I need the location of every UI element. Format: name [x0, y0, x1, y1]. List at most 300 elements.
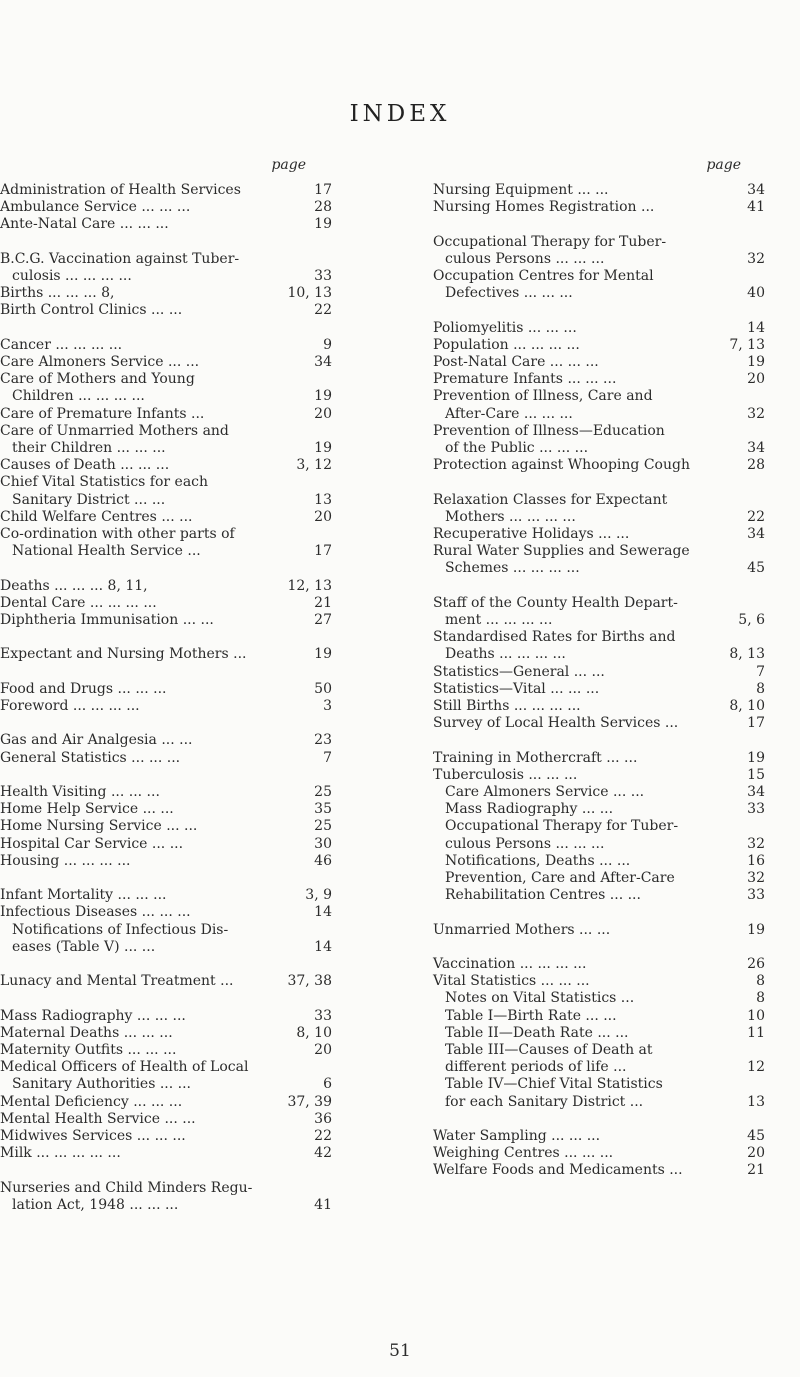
- index-entry: [433, 182, 765, 199]
- index-entry: [433, 1128, 765, 1145]
- index-entry-page: 19: [747, 921, 765, 938]
- index-entry-text: Nurseries and Child Minders Regu-: [0, 1179, 253, 1196]
- index-entry: [0, 1059, 332, 1076]
- index-entry-text: Still Births ... ... ... ...: [433, 698, 581, 715]
- index-entry-page: 8: [756, 990, 765, 1007]
- index-entry-text: Co-ordination with other parts of: [0, 526, 235, 543]
- index-entry-page: 32: [747, 250, 765, 267]
- index-letter-group: [433, 320, 765, 475]
- index-groups-right: [433, 182, 765, 1180]
- index-entry: [0, 1094, 332, 1111]
- index-entry-page: 33: [314, 1007, 332, 1024]
- index-entry-text: ment ... ... ... ...: [445, 612, 553, 629]
- index-column-left: [0, 156, 332, 1231]
- index-entry-text: Prevention, Care and After-Care: [445, 870, 675, 887]
- index-groups-left: [0, 182, 332, 1214]
- index-letter-group: [0, 251, 332, 320]
- index-entry-page: 30: [314, 835, 332, 852]
- index-entry: [433, 595, 765, 612]
- index-entry-text: Administration of Health Services: [0, 182, 241, 198]
- index-entry-text: Statistics—General ... ...: [433, 663, 605, 680]
- index-entry-page: 45: [747, 560, 765, 577]
- index-entry: [0, 698, 332, 715]
- index-entry: [0, 1008, 332, 1025]
- page-column-heading: page: [271, 157, 306, 173]
- index-letter-group: [433, 182, 765, 216]
- index-entry: [433, 320, 765, 337]
- index-letter-group: [433, 1128, 765, 1180]
- index-entry: [0, 543, 332, 560]
- index-entry-page: 20: [747, 371, 765, 388]
- index-entry-page: 12, 13: [287, 577, 332, 594]
- index-entry-text: B.C.G. Vaccination against Tuber-: [0, 250, 240, 267]
- index-entry-text: Nursing Homes Registration ...: [433, 199, 655, 216]
- index-entry-text: Sanitary Authorities ... ...: [12, 1076, 191, 1093]
- index-entry: [433, 509, 765, 526]
- index-entry: [433, 715, 765, 732]
- index-letter-group: [433, 956, 765, 1111]
- index-entry: [0, 268, 332, 285]
- index-entry: [0, 681, 332, 698]
- index-entry: [0, 251, 332, 268]
- index-entry: [0, 732, 332, 749]
- index-entry-text: Children ... ... ... ...: [12, 388, 145, 405]
- index-entry: [0, 354, 332, 371]
- index-entry-text: Defectives ... ... ...: [445, 285, 573, 302]
- index-entry-page: 21: [747, 1162, 765, 1179]
- index-entry: [0, 526, 332, 543]
- index-entry: [433, 423, 765, 440]
- index-entry: [0, 440, 332, 457]
- index-entry-page: 3: [323, 698, 332, 715]
- index-entry-text: Diphtheria Immunisation ... ...: [0, 612, 214, 629]
- index-entry-text: Gas and Air Analgesia ... ...: [0, 732, 193, 749]
- index-entry-page: 50: [314, 680, 332, 697]
- index-entry: [433, 337, 765, 354]
- index-entry-page: 3, 12: [296, 457, 332, 474]
- index-letter-group: [0, 784, 332, 870]
- index-entry: [0, 509, 332, 526]
- index-entry-page: 7: [756, 663, 765, 680]
- index-entry: [0, 371, 332, 388]
- index-entry: [0, 612, 332, 629]
- index-entry-text: Table II—Death Rate ... ...: [445, 1024, 629, 1041]
- index-entry-text: National Health Service ...: [12, 543, 201, 560]
- index-entry-text: Care of Unmarried Mothers and: [0, 422, 229, 439]
- index-entry: [433, 681, 765, 698]
- index-entry: [433, 1162, 765, 1179]
- index-entry-text: Staff of the County Health Depart-: [433, 594, 678, 611]
- index-entry-text: Unmarried Mothers ... ...: [433, 921, 611, 938]
- index-entry-text: Protection against Whooping Cough: [433, 457, 690, 474]
- index-letter-group: [0, 646, 332, 663]
- index-entry: [433, 1076, 765, 1093]
- index-entry-page: 19: [314, 646, 332, 663]
- index-entry: [433, 853, 765, 870]
- index-entry: [0, 578, 332, 595]
- index-entry-text: Infectious Diseases ... ... ...: [0, 904, 191, 921]
- index-entry: [0, 801, 332, 818]
- index-entry-text: Foreword ... ... ... ...: [0, 698, 140, 715]
- index-entry: [0, 1111, 332, 1128]
- index-entry-text: Statistics—Vital ... ... ...: [433, 680, 600, 697]
- index-entry-page: 37, 38: [287, 973, 332, 990]
- index-entry-text: of the Public ... ... ...: [445, 440, 589, 457]
- index-entry: [0, 818, 332, 835]
- index-entry: [0, 182, 332, 199]
- index-entry-page: 13: [747, 1093, 765, 1110]
- index-entry: [433, 1025, 765, 1042]
- index-entry-text: Milk ... ... ... ... ...: [0, 1145, 121, 1162]
- index-entry-text: Training in Mothercraft ... ...: [433, 749, 638, 766]
- index-entry: [0, 904, 332, 921]
- index-entry: [433, 526, 765, 543]
- index-letter-group: [0, 337, 332, 561]
- index-entry-page: 11: [747, 1024, 765, 1041]
- index-entry: [433, 612, 765, 629]
- index-entry-page: 19: [747, 354, 765, 370]
- index-entry-page: 14: [314, 904, 332, 921]
- index-entry-page: 19: [314, 440, 332, 457]
- index-entry: [0, 750, 332, 767]
- index-entry-page: 7: [323, 749, 332, 766]
- index-entry-text: Post-Natal Care ... ... ...: [433, 354, 599, 370]
- index-entry: [433, 285, 765, 302]
- index-entry-page: 32: [747, 835, 765, 852]
- index-entry-text: Table I—Birth Rate ... ...: [445, 1007, 617, 1024]
- index-letter-group: [0, 887, 332, 956]
- index-entry-text: Ante-Natal Care ... ... ...: [0, 216, 169, 233]
- index-entry: [433, 199, 765, 216]
- index-entry: [433, 646, 765, 663]
- page-number: 51: [389, 1341, 411, 1361]
- index-letter-group: [0, 1008, 332, 1163]
- index-entry-page: 40: [747, 285, 765, 302]
- index-entry-text: Ambulance Service ... ... ...: [0, 199, 191, 216]
- index-entry: [433, 543, 765, 560]
- index-entry-page: 20: [314, 405, 332, 422]
- index-entry-page: 16: [747, 852, 765, 869]
- index-entry-page: 10: [747, 1007, 765, 1024]
- index-entry: [433, 492, 765, 509]
- index-entry-page: 22: [314, 1128, 332, 1145]
- index-entry-text: Deaths ... ... ... ...: [445, 646, 566, 663]
- index-entry-text: Births ... ... ... 8,: [0, 285, 115, 302]
- index-entry-text: Care Almoners Service ... ...: [445, 784, 645, 801]
- index-entry: [0, 474, 332, 491]
- index-entry-text: Expectant and Nursing Mothers ...: [0, 646, 247, 663]
- index-entry-text: eases (Table V) ... ...: [12, 938, 156, 955]
- index-entry: [433, 560, 765, 577]
- index-entry-text: Home Nursing Service ... ...: [0, 818, 198, 835]
- index-entry: [0, 302, 332, 319]
- index-entry: [0, 1042, 332, 1059]
- index-entry: [0, 1128, 332, 1145]
- index-entry: [433, 698, 765, 715]
- index-entry-text: Deaths ... ... ... 8, 11,: [0, 577, 148, 594]
- index-entry: [433, 629, 765, 646]
- index-entry-text: Mental Deficiency ... ... ...: [0, 1093, 183, 1110]
- index-entry-text: Medical Officers of Health of Local: [0, 1059, 249, 1076]
- index-entry-text: After-Care ... ... ...: [445, 405, 573, 422]
- index-title: INDEX: [349, 101, 451, 127]
- index-entry-page: 46: [314, 852, 332, 869]
- index-entry-page: 14: [747, 319, 765, 336]
- page-column-heading: page: [706, 157, 741, 173]
- index-entry-text: Nursing Equipment ... ...: [433, 182, 609, 198]
- index-entry-text: Lunacy and Mental Treatment ...: [0, 973, 234, 990]
- index-entry: [433, 1059, 765, 1076]
- index-entry: [433, 406, 765, 423]
- index-entry: [0, 285, 332, 302]
- index-entry-text: Care of Premature Infants ...: [0, 405, 205, 422]
- index-entry-page: 26: [747, 956, 765, 973]
- index-entry-text: Table III—Causes of Death at: [445, 1042, 653, 1059]
- index-entry-page: 20: [747, 1145, 765, 1162]
- index-entry-page: 34: [314, 354, 332, 370]
- index-entry: [0, 216, 332, 233]
- index-entry-text: Maternity Outfits ... ... ...: [0, 1042, 177, 1058]
- index-entry: [433, 440, 765, 457]
- index-entry-page: 41: [314, 1196, 332, 1213]
- index-entry-text: Vaccination ... ... ... ...: [433, 956, 587, 973]
- index-entry-text: Care of Mothers and Young: [0, 371, 195, 388]
- index-entry: [433, 818, 765, 835]
- index-entry-page: 27: [314, 612, 332, 629]
- index-entry-text: Vital Statistics ... ... ...: [433, 973, 590, 990]
- index-entry: [0, 595, 332, 612]
- index-entry-text: culous Persons ... ... ...: [445, 835, 605, 852]
- index-entry-text: Population ... ... ... ...: [433, 336, 580, 353]
- index-entry-text: Weighing Centres ... ... ...: [433, 1145, 614, 1162]
- index-entry-text: Prevention of Illness, Care and: [433, 388, 653, 405]
- index-entry-page: 37, 39: [287, 1093, 332, 1110]
- index-entry: [0, 423, 332, 440]
- index-entry: [433, 388, 765, 405]
- index-entry-text: Causes of Death ... ... ...: [0, 457, 170, 474]
- index-entry-page: 8, 13: [729, 646, 765, 663]
- index-entry-text: culous Persons ... ... ...: [445, 250, 605, 267]
- index-entry-page: 23: [314, 732, 332, 749]
- index-entry-text: culosis ... ... ... ...: [12, 268, 132, 284]
- index-entry-text: for each Sanitary District ...: [445, 1093, 644, 1110]
- index-entry-page: 17: [747, 715, 765, 732]
- index-entry: [433, 767, 765, 784]
- index-entry-text: their Children ... ... ...: [12, 440, 166, 457]
- index-entry: [433, 268, 765, 285]
- index-entry-text: Occupational Therapy for Tuber-: [433, 233, 667, 250]
- index-entry: [0, 388, 332, 405]
- index-entry: [0, 406, 332, 423]
- index-entry: [0, 457, 332, 474]
- index-entry-text: Survey of Local Health Services ...: [433, 715, 679, 732]
- index-entry-text: Infant Mortality ... ... ...: [0, 887, 167, 904]
- index-entry-page: 12: [747, 1059, 765, 1076]
- index-entry-text: Cancer ... ... ... ...: [0, 336, 123, 353]
- index-entry: [0, 922, 332, 939]
- index-entry: [433, 801, 765, 818]
- index-entry-text: Notes on Vital Statistics ...: [445, 990, 635, 1007]
- index-entry-text: Premature Infants ... ... ...: [433, 371, 617, 388]
- index-entry-text: Health Visiting ... ... ...: [0, 784, 160, 800]
- index-entry: [433, 1008, 765, 1025]
- index-entry-text: Notifications, Deaths ... ...: [445, 852, 631, 869]
- index-entry-text: Occupation Centres for Mental: [433, 268, 654, 284]
- index-letter-group: [0, 973, 332, 990]
- index-entry-text: Schemes ... ... ... ...: [445, 560, 580, 577]
- index-entry-text: Tuberculosis ... ... ...: [433, 766, 578, 783]
- index-entry: [433, 354, 765, 371]
- index-entry-text: Poliomyelitis ... ... ...: [433, 319, 577, 336]
- index-entry-page: 34: [747, 182, 765, 198]
- index-entry-page: 35: [314, 801, 332, 818]
- index-entry: [433, 887, 765, 904]
- index-entry-text: different periods of life ...: [445, 1059, 627, 1076]
- index-entry-text: Water Sampling ... ... ...: [433, 1128, 601, 1145]
- index-entry: [0, 1025, 332, 1042]
- index-entry-page: 25: [314, 784, 332, 800]
- index-entry-text: Table IV—Chief Vital Statistics: [445, 1076, 663, 1093]
- index-entry-text: Child Welfare Centres ... ...: [0, 508, 193, 525]
- index-entry-text: Rural Water Supplies and Sewerage: [433, 543, 690, 560]
- index-entry-page: 34: [747, 440, 765, 457]
- index-letter-group: [0, 1180, 332, 1214]
- index-entry: [433, 836, 765, 853]
- index-entry: [433, 664, 765, 681]
- index-entry: [433, 1145, 765, 1162]
- index-entry-text: Relaxation Classes for Expectant: [433, 491, 668, 508]
- index-entry-text: Birth Control Clinics ... ...: [0, 302, 183, 319]
- index-entry: [0, 337, 332, 354]
- index-entry-page: 20: [314, 508, 332, 525]
- index-entry: [433, 870, 765, 887]
- index-entry: [0, 853, 332, 870]
- index-entry-page: 42: [314, 1145, 332, 1162]
- index-entry-page: 19: [747, 749, 765, 766]
- index-entry: [0, 836, 332, 853]
- index-letter-group: [433, 750, 765, 905]
- index-entry: [433, 990, 765, 1007]
- index-entry-page: 17: [314, 543, 332, 560]
- index-entry-page: 8: [756, 973, 765, 990]
- index-entry: [0, 1145, 332, 1162]
- index-entry: [0, 199, 332, 216]
- index-entry: [433, 457, 765, 474]
- index-letter-group: [0, 182, 332, 234]
- index-entry-page: 32: [747, 870, 765, 887]
- index-entry-page: 25: [314, 818, 332, 835]
- index-entry-text: Occupational Therapy for Tuber-: [445, 818, 679, 835]
- index-entry-page: 3, 9: [305, 887, 332, 904]
- index-entry: [0, 1197, 332, 1214]
- index-letter-group: [0, 681, 332, 715]
- index-letter-group: [433, 234, 765, 303]
- index-entry-page: 41: [747, 199, 765, 216]
- index-entry-page: 34: [747, 526, 765, 543]
- index-entry-text: Standardised Rates for Births and: [433, 629, 676, 646]
- index-entry-page: 22: [747, 508, 765, 525]
- index-entry-page: 8: [756, 680, 765, 697]
- index-entry-text: Notifications of Infectious Dis-: [12, 921, 229, 938]
- index-entry-text: Hospital Car Service ... ...: [0, 835, 184, 852]
- index-entry-page: 13: [314, 491, 332, 508]
- index-entry: [433, 922, 765, 939]
- index-entry-text: General Statistics ... ... ...: [0, 749, 181, 766]
- index-entry-text: Maternal Deaths ... ... ...: [0, 1024, 173, 1041]
- index-entry-page: 32: [747, 405, 765, 422]
- index-entry-page: 36: [314, 1110, 332, 1127]
- index-entry-page: 33: [747, 801, 765, 818]
- index-entry-text: Chief Vital Statistics for each: [0, 474, 209, 491]
- index-entry: [433, 784, 765, 801]
- index-entry-text: Dental Care ... ... ... ...: [0, 594, 157, 611]
- index-entry: [433, 251, 765, 268]
- index-entry: [0, 939, 332, 956]
- index-entry: [433, 1042, 765, 1059]
- index-entry: [433, 234, 765, 251]
- index-entry-text: Mass Radiography ... ... ...: [0, 1007, 186, 1024]
- index-entry: [433, 371, 765, 388]
- index-entry-page: 8, 10: [296, 1024, 332, 1041]
- index-entry-text: Mass Radiography ... ...: [445, 801, 614, 818]
- index-entry-text: Food and Drugs ... ... ...: [0, 680, 167, 697]
- index-entry-page: 10, 13: [287, 285, 332, 302]
- index-entry: [0, 1180, 332, 1197]
- index-entry-text: Care Almoners Service ... ...: [0, 354, 200, 370]
- index-entry-page: 28: [747, 457, 765, 474]
- index-entry-page: 33: [314, 268, 332, 284]
- index-entry-text: lation Act, 1948 ... ... ...: [12, 1196, 179, 1213]
- index-entry: [0, 784, 332, 801]
- index-entry-page: 22: [314, 302, 332, 319]
- index-entry-page: 6: [323, 1076, 332, 1093]
- index-entry-text: Mothers ... ... ... ...: [445, 508, 576, 525]
- index-entry-page: 20: [314, 1042, 332, 1058]
- index-entry-text: Midwives Services ... ... ...: [0, 1128, 186, 1145]
- index-entry-page: 15: [747, 766, 765, 783]
- index-entry-page: 21: [314, 594, 332, 611]
- index-letter-group: [0, 732, 332, 766]
- index-entry: [0, 492, 332, 509]
- index-entry-text: Home Help Service ... ...: [0, 801, 174, 818]
- index-entry: [433, 973, 765, 990]
- index-entry-page: 14: [314, 938, 332, 955]
- index-entry-text: Mental Health Service ... ...: [0, 1110, 196, 1127]
- index-entry: [433, 956, 765, 973]
- index-entry-page: 33: [747, 887, 765, 904]
- index-entry-page: 45: [747, 1128, 765, 1145]
- index-entry-text: Recuperative Holidays ... ...: [433, 526, 630, 543]
- index-column-right: [433, 156, 765, 1197]
- index-letter-group: [433, 922, 765, 939]
- index-entry-page: 9: [323, 336, 332, 353]
- index-letter-group: [0, 578, 332, 630]
- index-entry: [0, 1076, 332, 1093]
- index-entry-text: Housing ... ... ... ...: [0, 852, 131, 869]
- index-letter-group: [433, 595, 765, 733]
- index-entry-page: 17: [314, 182, 332, 198]
- index-entry-page: 19: [314, 388, 332, 405]
- index-entry: [0, 973, 332, 990]
- index-entry-page: 28: [314, 199, 332, 216]
- index-entry-text: Sanitary District ... ...: [12, 491, 166, 508]
- index-entry: [0, 887, 332, 904]
- index-entry: [433, 750, 765, 767]
- index-entry-page: 8, 10: [729, 698, 765, 715]
- index-entry-text: Welfare Foods and Medicaments ...: [433, 1162, 683, 1179]
- index-entry-page: 34: [747, 784, 765, 801]
- index-entry-text: Rehabilitation Centres ... ...: [445, 887, 641, 904]
